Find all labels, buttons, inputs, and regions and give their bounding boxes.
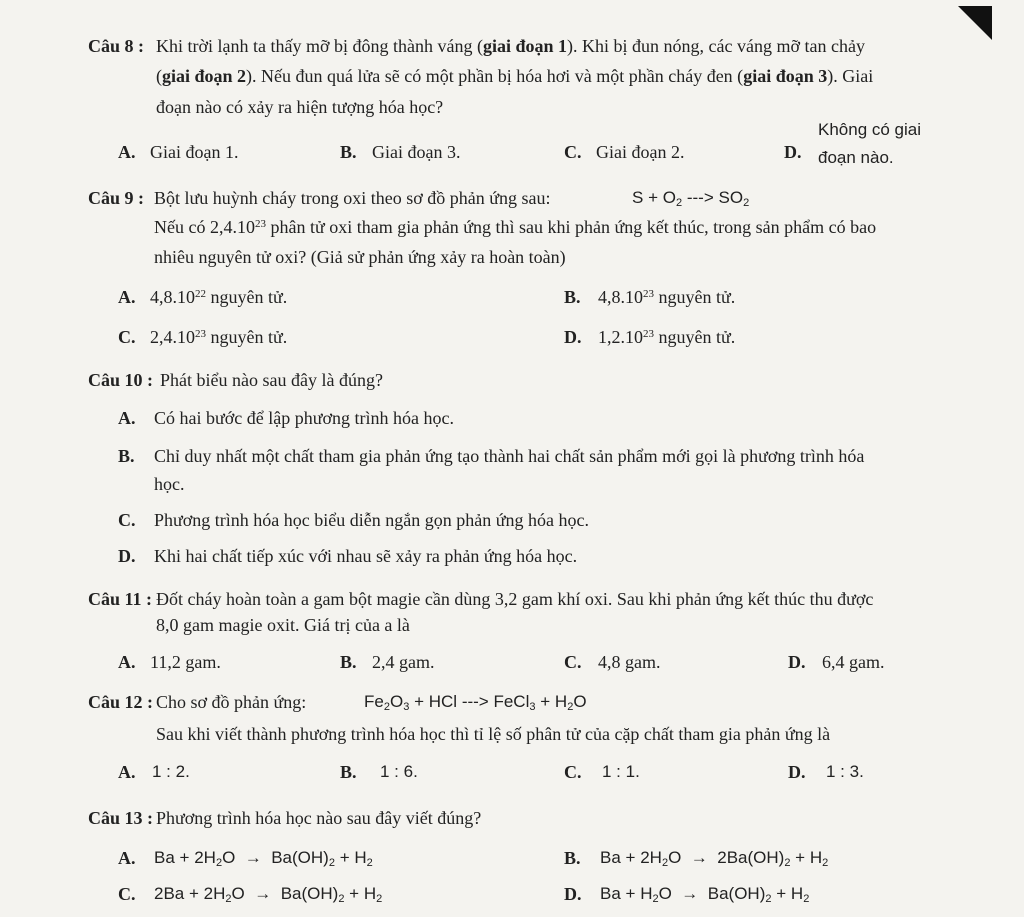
- q10-option-a-text[interactable]: Có hai bước để lập phương trình hóa học.: [154, 408, 454, 428]
- q9-equation: $S + O_2$ ---> $SO_2$: [632, 188, 750, 209]
- q9-line1: Bột lưu huỳnh cháy trong oxi theo sơ đồ phản ứng sau:: [154, 188, 551, 208]
- q12-option-d-text[interactable]: 1 : 3.: [826, 762, 864, 781]
- q10-option-d-letter[interactable]: D.: [118, 546, 136, 566]
- q8-label: Câu 8 :: [88, 36, 145, 56]
- q8-line3: đoạn nào có xảy ra hiện tượng hóa học?: [156, 97, 444, 117]
- q10-option-d-text[interactable]: Khi hai chất tiếp xúc với nhau sẽ xảy ra phản ứng hóa học.: [154, 546, 578, 566]
- q9-label: Câu 9 :: [88, 188, 145, 208]
- q11-line2: 8,0 gam magie oxit. Giá trị của a là: [156, 615, 410, 635]
- q11-option-d-text[interactable]: 6,4 gam.: [822, 652, 885, 672]
- q11-option-c-text[interactable]: 4,8 gam.: [598, 652, 661, 672]
- q9-option-b-letter[interactable]: B.: [564, 287, 581, 307]
- q10-option-b-letter[interactable]: B.: [118, 446, 135, 466]
- q13-option-c-letter[interactable]: C.: [118, 884, 136, 904]
- q10-option-c-text[interactable]: Phương trình hóa học biểu diễn ngắn gọn phản ứng hóa học.: [154, 510, 589, 530]
- q8-option-b-letter[interactable]: B.: [340, 142, 357, 162]
- q11-label: Câu 11 :: [88, 589, 153, 609]
- q12-line1: Cho sơ đồ phản ứng:: [156, 692, 307, 712]
- q8-line2: (giai đoạn 2). Nếu đun quá lửa sẽ có một phần bị hóa hơi và một phần cháy đen (giai đoạn 3). Giai: [156, 66, 874, 86]
- q9-option-d-letter[interactable]: D.: [564, 327, 582, 347]
- q11-option-b-text[interactable]: 2,4 gam.: [372, 652, 435, 672]
- q8-option-c-letter[interactable]: C.: [564, 142, 582, 162]
- q13-option-d-letter[interactable]: D.: [564, 884, 582, 904]
- q9-option-a-text[interactable]: 4,8.10$^{22}$ nguyên tử.: [150, 287, 288, 307]
- q13-question: Phương trình hóa học nào sau đây viết đúng?: [156, 808, 482, 828]
- q13-option-b-equation[interactable]: $Ba + 2H_2O \to 2Ba(OH)_2 + H_2$: [600, 848, 829, 869]
- q8-line1: Khi trời lạnh ta thấy mỡ bị đông thành váng (giai đoạn 1). Khi bị đun nóng, các váng mỡ tan chảy: [156, 36, 865, 56]
- q12-option-d-letter[interactable]: D.: [788, 762, 806, 782]
- page-corner-mark: [958, 6, 992, 40]
- q11-line1: Đốt cháy hoàn toàn a gam bột magie cần dùng 3,2 gam khí oxi. Sau khi phản ứng kết thúc thu được: [156, 589, 874, 609]
- q12-option-b-text[interactable]: 1 : 6.: [380, 762, 418, 781]
- q8-option-b-text[interactable]: Giai đoạn 3.: [372, 142, 461, 162]
- q8-option-c-text[interactable]: Giai đoạn 2.: [596, 142, 685, 162]
- q12-option-a-letter[interactable]: A.: [118, 762, 136, 782]
- q13-option-b-letter[interactable]: B.: [564, 848, 581, 868]
- q12-line2: Sau khi viết thành phương trình hóa học thì tỉ lệ số phân tử của cặp chất tham gia phản ứng là: [156, 724, 831, 744]
- q9-option-c-letter[interactable]: C.: [118, 327, 136, 347]
- q9-option-d-text[interactable]: 1,2.10$^{23}$ nguyên tử.: [598, 327, 736, 347]
- q10-option-c-letter[interactable]: C.: [118, 510, 136, 530]
- q11-option-a-text[interactable]: 11,2 gam.: [150, 652, 221, 672]
- q13-option-a-letter[interactable]: A.: [118, 848, 136, 868]
- q8-option-a-text[interactable]: Giai đoạn 1.: [150, 142, 239, 162]
- q13-option-a-equation[interactable]: $Ba + 2H_2O \to Ba(OH)_2 + H_2$: [154, 848, 373, 869]
- q11-option-d-letter[interactable]: D.: [788, 652, 806, 672]
- q12-option-b-letter[interactable]: B.: [340, 762, 357, 782]
- q8-option-d-text[interactable]: Không có giai: [818, 120, 922, 139]
- q13-label: Câu 13 :: [88, 808, 154, 828]
- q11-option-c-letter[interactable]: C.: [564, 652, 582, 672]
- q13-option-c-equation[interactable]: $2Ba + 2H_2O \to Ba(OH)_2 + H_2$: [154, 884, 383, 905]
- q11-option-a-letter[interactable]: A.: [118, 652, 136, 672]
- q12-option-a-text[interactable]: 1 : 2.: [152, 762, 190, 781]
- q11-option-b-letter[interactable]: B.: [340, 652, 357, 672]
- q12-option-c-letter[interactable]: C.: [564, 762, 582, 782]
- q12-label: Câu 12 :: [88, 692, 154, 712]
- q9-line2: Nếu có 2,4.10$^{23}$ phân tử oxi tham gia phản ứng thì sau khi phản ứng kết thúc, trong sản phẩm có bao: [154, 217, 877, 237]
- q12-option-c-text[interactable]: 1 : 1.: [602, 762, 640, 781]
- q9-option-a-letter[interactable]: A.: [118, 287, 136, 307]
- q10-label: Câu 10 :: [88, 370, 154, 390]
- q8-option-a-letter[interactable]: A.: [118, 142, 136, 162]
- q8-option-d-letter[interactable]: D.: [784, 142, 802, 162]
- q9-option-b-text[interactable]: 4,8.10$^{23}$ nguyên tử.: [598, 287, 736, 307]
- q10-option-a-letter[interactable]: A.: [118, 408, 136, 428]
- q8-option-d-text2[interactable]: đoạn nào.: [818, 148, 894, 167]
- q10-option-b-text[interactable]: Chỉ duy nhất một chất tham gia phản ứng tạo thành hai chất sản phẩm mới gọi là phương trình hóa: [154, 446, 865, 466]
- q9-option-c-text[interactable]: 2,4.10$^{23}$ nguyên tử.: [150, 327, 288, 347]
- q9-line3: nhiêu nguyên tử oxi? (Giả sử phản ứng xảy ra hoàn toàn): [154, 247, 566, 267]
- q13-option-d-equation[interactable]: $Ba + H_2O \to Ba(OH)_2 + H_2$: [600, 884, 810, 905]
- q10-question: Phát biểu nào sau đây là đúng?: [160, 370, 383, 390]
- q10-option-b-text2[interactable]: học.: [154, 474, 185, 494]
- q12-equation: $Fe_2O_3$ + HCl ---> FeCl$_3$ + $H_2O$: [364, 692, 587, 713]
